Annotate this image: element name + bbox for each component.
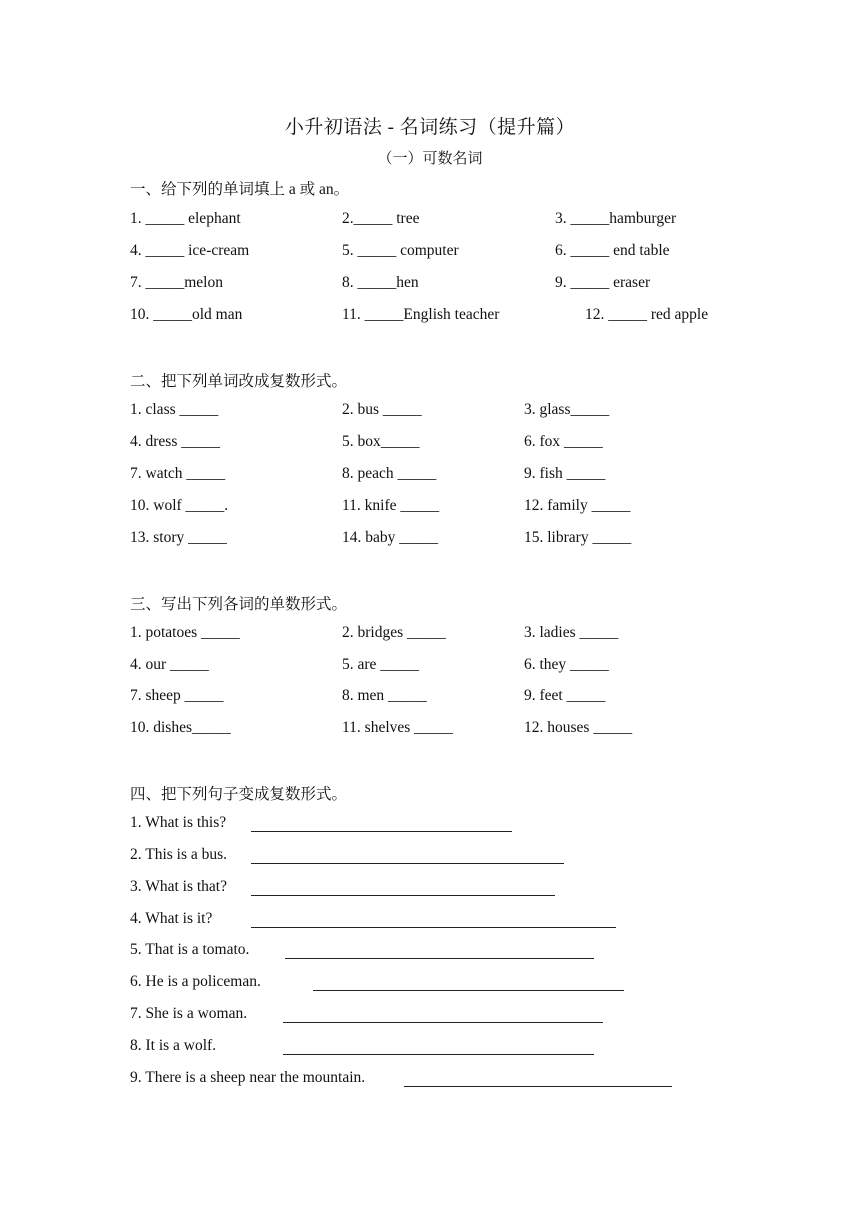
- exercise-item: 6. _____ end table: [555, 242, 670, 259]
- answer-line: [285, 958, 594, 959]
- exercise-item: 12. family _____: [524, 497, 631, 514]
- section-2-row: [0, 401, 860, 423]
- sentence-prompt: 2. This is a bus.: [130, 846, 228, 863]
- exercise-item: 3. glass_____: [524, 401, 610, 418]
- section-1-row: [0, 210, 860, 232]
- section-3-heading: 三、写出下列各词的单数形式。: [130, 596, 348, 613]
- exercise-item: 4. our _____: [130, 656, 209, 673]
- exercise-item: 14. baby _____: [342, 529, 439, 546]
- exercise-item: 11. shelves _____: [342, 719, 453, 736]
- exercise-item: 4. _____ ice-cream: [130, 242, 250, 259]
- exercise-item: 5. _____ computer: [342, 242, 459, 259]
- exercise-item: 10. dishes_____: [130, 719, 231, 736]
- answer-line: [251, 895, 555, 896]
- exercise-item: 3. _____hamburger: [555, 210, 677, 227]
- exercise-item: 9. feet _____: [524, 687, 606, 704]
- sentence-prompt: 7. She is a woman.: [130, 1005, 248, 1022]
- section-2-row: [0, 465, 860, 487]
- exercise-item: 7. _____melon: [130, 274, 223, 291]
- exercise-item: 9. fish _____: [524, 465, 606, 482]
- exercise-item: 12. houses _____: [524, 719, 633, 736]
- exercise-item: 9. _____ eraser: [555, 274, 651, 291]
- sentence-prompt: 8. It is a wolf.: [130, 1037, 217, 1054]
- exercise-item: 8. peach _____: [342, 465, 437, 482]
- section-3-row: [0, 719, 860, 741]
- section-3-row: [0, 656, 860, 678]
- section-1-row: [0, 306, 860, 328]
- exercise-item: 11. knife _____: [342, 497, 440, 514]
- section-2-heading: 二、把下列单词改成复数形式。: [130, 373, 348, 390]
- section-4-heading: 四、把下列句子变成复数形式。: [130, 786, 348, 803]
- sentence-prompt: 9. There is a sheep near the mountain.: [130, 1069, 366, 1086]
- exercise-item: 2. bridges _____: [342, 624, 446, 641]
- exercise-item: 6. they _____: [524, 656, 609, 673]
- exercise-item: 5. box_____: [342, 433, 420, 450]
- exercise-item: 6. fox _____: [524, 433, 603, 450]
- page-title: 小升初语法 - 名词练习（提升篇）: [284, 117, 576, 138]
- section-1-row: [0, 274, 860, 296]
- exercise-item: 1. class _____: [130, 401, 219, 418]
- exercise-item: 7. watch _____: [130, 465, 226, 482]
- sentence-prompt: 6. He is a policeman.: [130, 973, 261, 990]
- exercise-item: 8. _____hen: [342, 274, 419, 291]
- exercise-item: 2._____ tree: [342, 210, 420, 227]
- exercise-item: 13. story _____: [130, 529, 227, 546]
- sentence-prompt: 4. What is it?: [130, 910, 213, 927]
- answer-line: [283, 1054, 594, 1055]
- sentence-prompt: 5. That is a tomato.: [130, 941, 250, 958]
- exercise-item: 10. _____old man: [130, 306, 243, 323]
- page-subtitle: （一）可数名词: [377, 151, 483, 167]
- exercise-item: 5. are _____: [342, 656, 420, 673]
- exercise-item: 11. _____English teacher: [342, 306, 500, 323]
- section-1-row: [0, 242, 860, 264]
- exercise-item: 4. dress _____: [130, 433, 220, 450]
- answer-line: [313, 990, 624, 991]
- answer-line: [251, 831, 512, 832]
- section-1-heading: 一、给下列的单词填上 a 或 an。: [130, 181, 350, 198]
- sentence-prompt: 3. What is that?: [130, 878, 227, 895]
- answer-line: [404, 1086, 672, 1087]
- answer-line: [251, 863, 564, 864]
- exercise-item: 3. ladies _____: [524, 624, 619, 641]
- exercise-item: 8. men _____: [342, 687, 427, 704]
- section-2-row: [0, 497, 860, 519]
- exercise-item: 1. potatoes _____: [130, 624, 240, 641]
- answer-line: [251, 927, 616, 928]
- section-2-row: [0, 529, 860, 551]
- exercise-item: 2. bus _____: [342, 401, 422, 418]
- exercise-item: 7. sheep _____: [130, 687, 224, 704]
- exercise-item: 1. _____ elephant: [130, 210, 241, 227]
- answer-line: [283, 1022, 603, 1023]
- exercise-item: 12. _____ red apple: [585, 306, 709, 323]
- section-2-row: [0, 433, 860, 455]
- section-3-row: [0, 687, 860, 709]
- exercise-item: 15. library _____: [524, 529, 632, 546]
- exercise-item: 10. wolf _____.: [130, 497, 229, 514]
- sentence-prompt: 1. What is this?: [130, 814, 227, 831]
- section-3-row: [0, 624, 860, 646]
